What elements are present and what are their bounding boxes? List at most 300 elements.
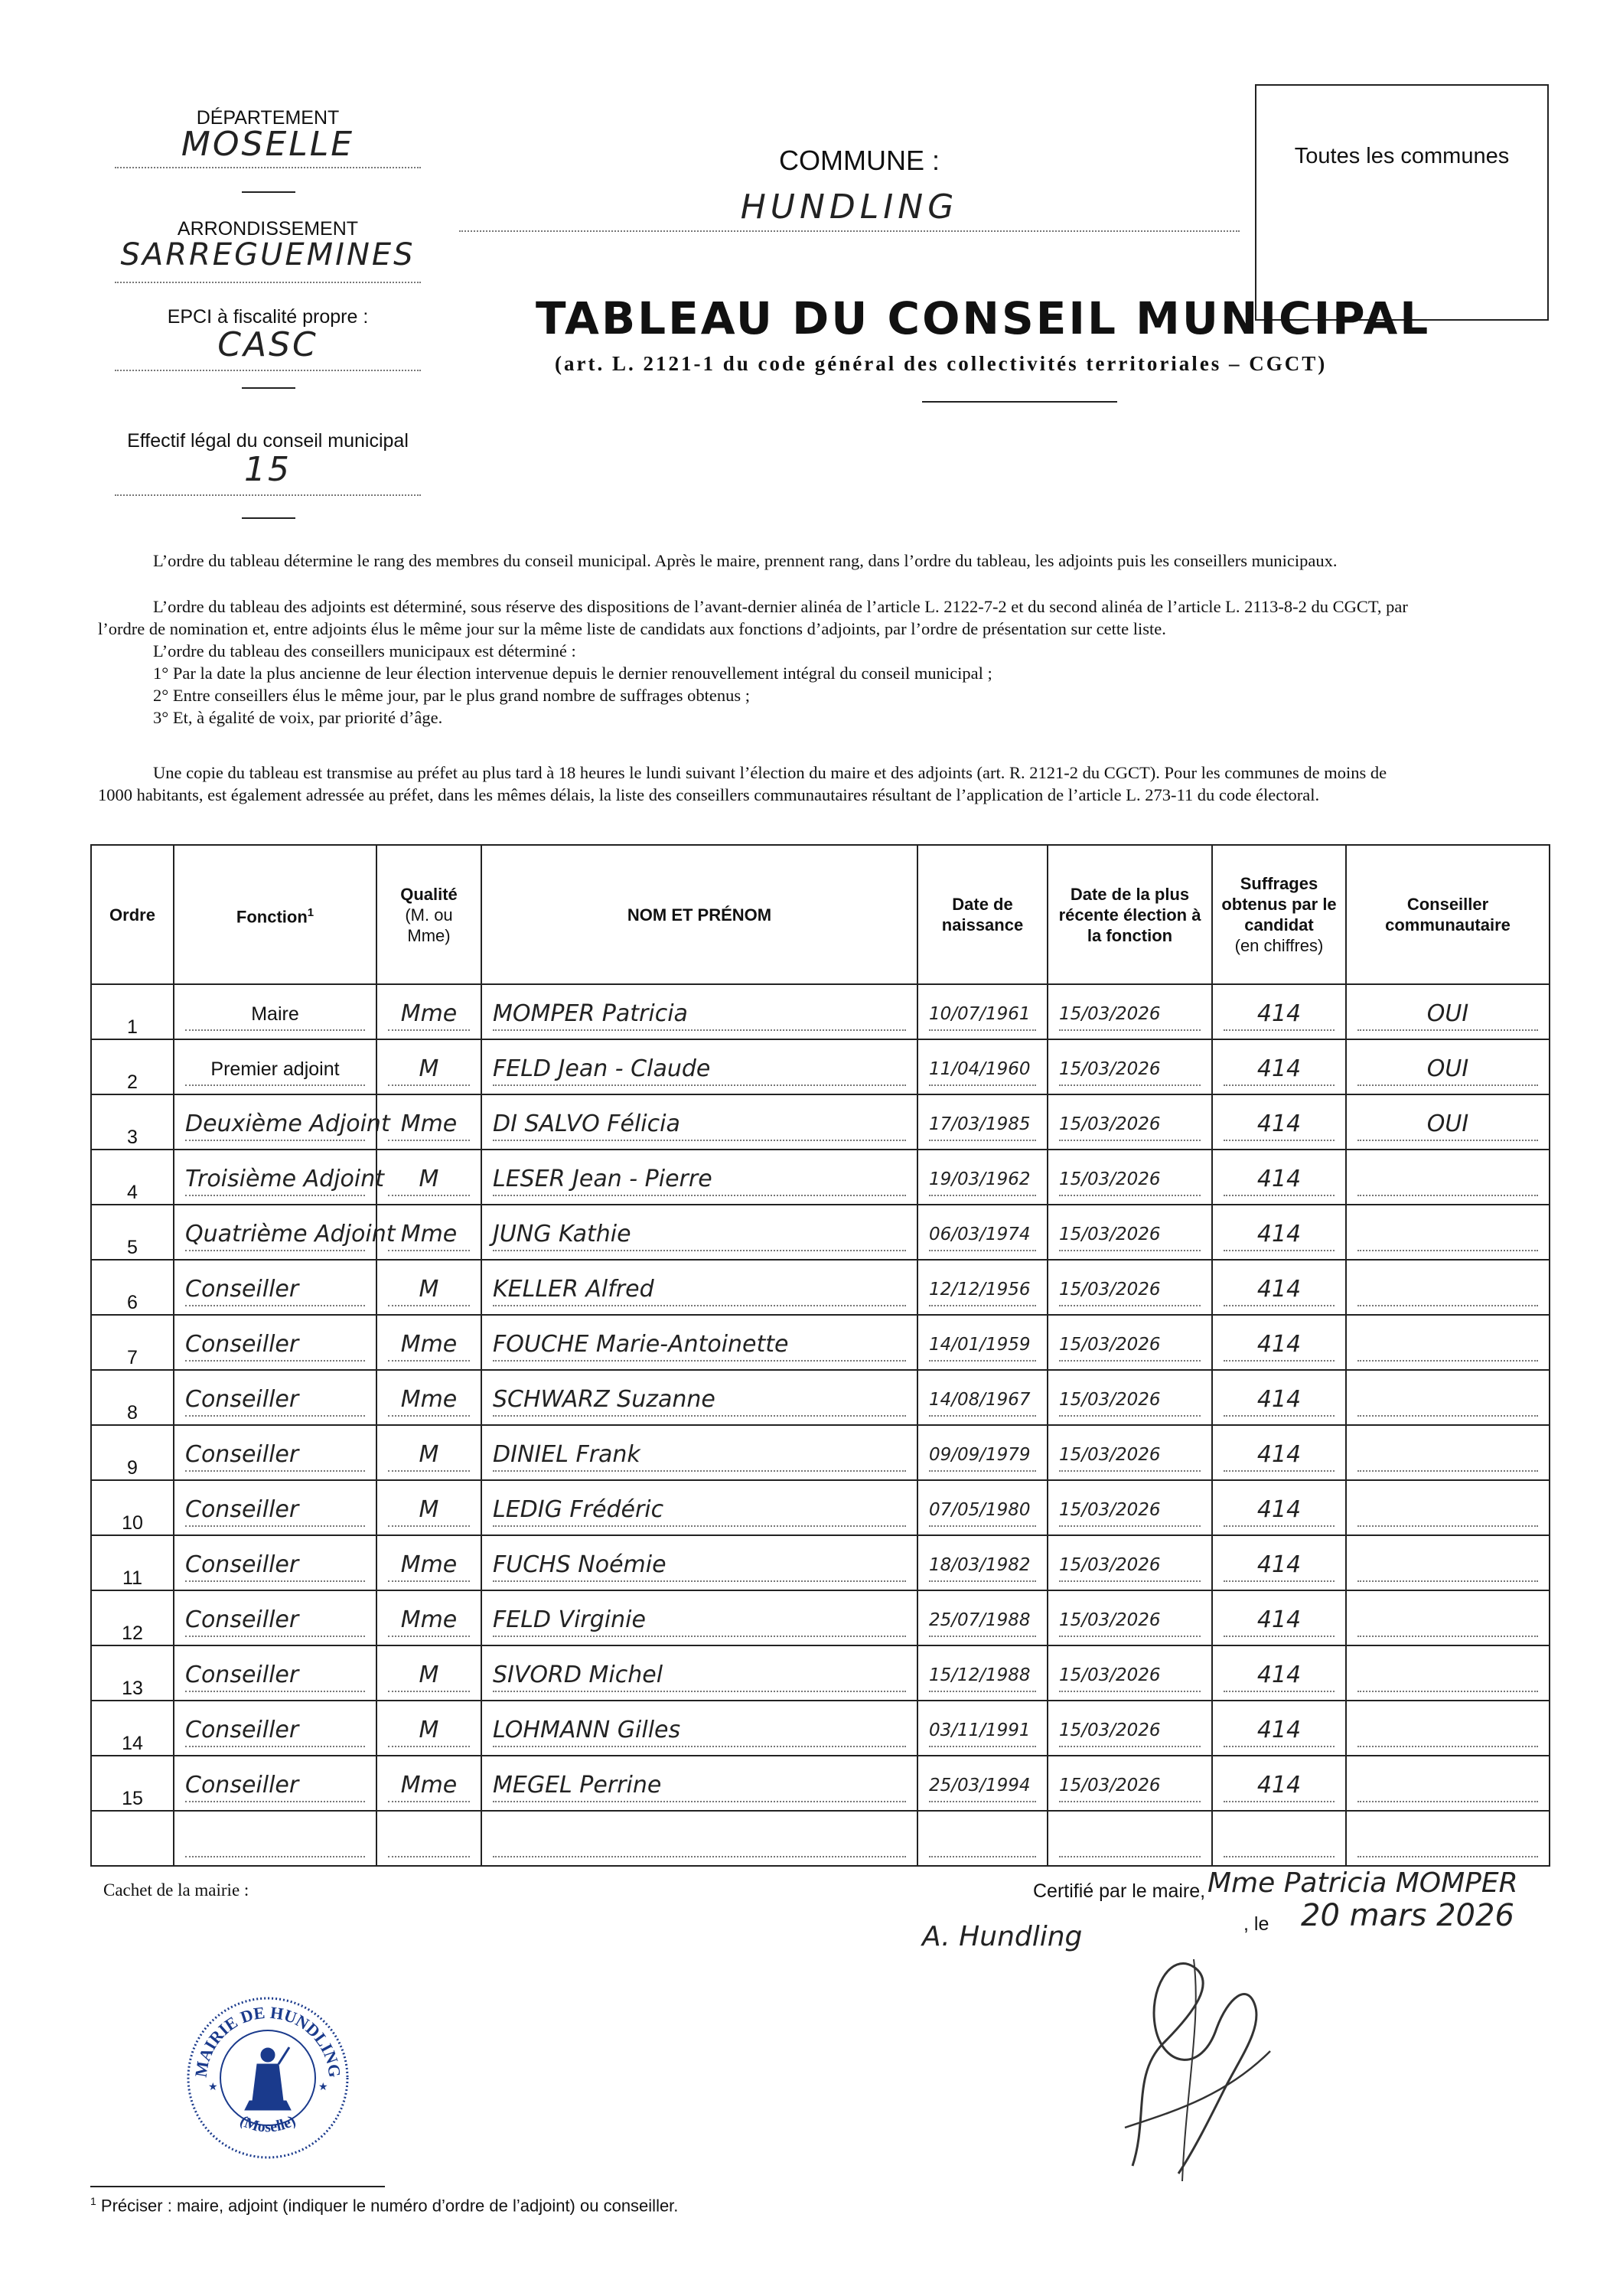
cell-election-value: 15/03/2026	[1059, 1164, 1201, 1196]
cell-suffrages	[1212, 1150, 1346, 1205]
cell-communautaire	[1346, 1701, 1550, 1756]
cell-election-value: 15/03/2026	[1059, 1715, 1201, 1747]
cell-nom-value: MOMPER Patricia	[493, 999, 906, 1031]
cell-fonction	[174, 1315, 376, 1370]
cell-naissance	[917, 1590, 1048, 1645]
cell-communautaire	[1346, 1756, 1550, 1811]
cell-qualite-value: Mme	[388, 1605, 470, 1637]
cell-qualite-value: M	[388, 1164, 470, 1196]
table-row	[91, 1150, 1550, 1205]
footnote-ref: 1	[307, 905, 314, 919]
cell-fonction-value: Conseiller	[185, 1495, 365, 1527]
cell-election	[1048, 1756, 1212, 1811]
cell-communautaire-value	[1357, 1164, 1538, 1196]
cell-naissance	[917, 1701, 1048, 1756]
cell-suffrages-value: 414	[1224, 1605, 1335, 1637]
cell-qualite	[376, 1590, 481, 1645]
cell-election	[1048, 1425, 1212, 1480]
cell-nom	[481, 1701, 917, 1756]
cell-communautaire	[1346, 1039, 1550, 1094]
cell-naissance-value: 03/11/1991	[929, 1715, 1036, 1747]
cell-election-value	[1059, 1825, 1201, 1857]
cell-suffrages	[1212, 984, 1346, 1039]
cell-communautaire	[1346, 1150, 1550, 1205]
cell-election	[1048, 1150, 1212, 1205]
cell-election	[1048, 1094, 1212, 1150]
cell-qualite-value: Mme	[388, 1109, 470, 1141]
cell-communautaire	[1346, 1645, 1550, 1701]
commune-value: HUNDLING	[459, 188, 1240, 232]
cell-nom-value: FUCHS Noémie	[493, 1550, 906, 1582]
cell-ordre	[91, 1811, 174, 1866]
cell-election	[1048, 1315, 1212, 1370]
cell-communautaire	[1346, 1370, 1550, 1425]
cell-suffrages-value: 414	[1224, 1550, 1335, 1582]
cell-nom-value	[493, 1825, 906, 1857]
cell-election-value: 15/03/2026	[1059, 1384, 1201, 1417]
intro-p3-2: 2° Entre conseillers élus le même jour, par le plus grand nombre de suffrages obtenus ;	[153, 686, 750, 705]
cell-fonction-value: Conseiller	[185, 1605, 365, 1637]
col-header-nom: NOM ET PRÉNOM	[481, 845, 917, 984]
departement-value: MOSELLE	[115, 125, 421, 168]
cell-election-value: 15/03/2026	[1059, 1770, 1201, 1802]
date-prefix: , le	[1243, 1913, 1269, 1935]
cell-nom-value: DI SALVO Félicia	[493, 1109, 906, 1141]
cell-communautaire-value	[1357, 1660, 1538, 1692]
cell-ordre: 1	[91, 984, 174, 1039]
cell-qualite-value: Mme	[388, 1219, 470, 1251]
cell-qualite	[376, 1370, 481, 1425]
effectif-label: Effectif légal du conseil municipal	[127, 430, 409, 452]
table-row	[91, 1701, 1550, 1756]
intro-p3: L’ordre du tableau des conseillers municipaux est déterminé :	[153, 641, 576, 660]
cell-naissance-value: 19/03/1962	[929, 1164, 1036, 1196]
cell-naissance	[917, 1315, 1048, 1370]
cell-naissance	[917, 1535, 1048, 1590]
cell-suffrages-value: 414	[1224, 1660, 1335, 1692]
cell-nom-value: MEGEL Perrine	[493, 1770, 906, 1802]
cell-naissance-value: 10/07/1961	[929, 999, 1036, 1031]
cell-nom	[481, 1811, 917, 1866]
cachet-label: Cachet de la mairie :	[103, 1880, 249, 1900]
cell-nom	[481, 1425, 917, 1480]
cell-fonction	[174, 1039, 376, 1094]
cell-nom-value: LOHMANN Gilles	[493, 1715, 906, 1747]
mayor-signature	[1102, 1936, 1278, 2189]
cell-election	[1048, 1370, 1212, 1425]
cell-naissance-value: 11/04/1960	[929, 1054, 1036, 1086]
star-icon: ★	[318, 2080, 328, 2092]
cell-nom-value: KELLER Alfred	[493, 1274, 906, 1306]
cell-election-value: 15/03/2026	[1059, 1605, 1201, 1637]
cell-naissance	[917, 1811, 1048, 1866]
cell-qualite	[376, 1150, 481, 1205]
cell-naissance-value: 14/01/1959	[929, 1329, 1036, 1362]
cell-naissance-value: 15/12/1988	[929, 1660, 1036, 1692]
cell-naissance-value: 14/08/1967	[929, 1384, 1036, 1417]
cell-election	[1048, 1039, 1212, 1094]
table-row	[91, 1590, 1550, 1645]
cell-ordre: 3	[91, 1094, 174, 1150]
table-row	[91, 1756, 1550, 1811]
table-row	[91, 1645, 1550, 1701]
cell-qualite-value: Mme	[388, 1770, 470, 1802]
table-row	[91, 1811, 1550, 1866]
cell-election	[1048, 984, 1212, 1039]
cell-communautaire-value	[1357, 1274, 1538, 1306]
cell-ordre: 11	[91, 1535, 174, 1590]
cell-fonction	[174, 1645, 376, 1701]
cell-naissance	[917, 1370, 1048, 1425]
cell-communautaire-value	[1357, 1605, 1538, 1637]
cell-communautaire-value	[1357, 1219, 1538, 1251]
cell-suffrages-value: 414	[1224, 1715, 1335, 1747]
cell-communautaire-value	[1357, 1550, 1538, 1582]
commune-type-box	[1255, 84, 1549, 321]
footnote-text: Préciser : maire, adjoint (indiquer le numéro d’ordre de l’adjoint) ou conseiller.	[100, 2196, 679, 2216]
cell-naissance	[917, 1260, 1048, 1315]
cell-election	[1048, 1205, 1212, 1260]
cell-qualite	[376, 1260, 481, 1315]
table-row	[91, 1425, 1550, 1480]
cell-communautaire	[1346, 984, 1550, 1039]
cell-suffrages-value: 414	[1224, 1495, 1335, 1527]
cell-suffrages-value: 414	[1224, 1329, 1335, 1362]
cell-qualite	[376, 1315, 481, 1370]
cell-qualite	[376, 1701, 481, 1756]
commune-label: COMMUNE :	[779, 145, 940, 176]
table-row	[91, 1039, 1550, 1094]
cell-qualite-value	[388, 1825, 470, 1857]
cell-suffrages-value: 414	[1224, 1770, 1335, 1802]
date-value: 20 mars 2026	[1301, 1898, 1514, 1933]
cell-communautaire-value	[1357, 1715, 1538, 1747]
cell-naissance-value: 06/03/1974	[929, 1219, 1036, 1251]
table-row	[91, 984, 1550, 1039]
cell-election-value: 15/03/2026	[1059, 999, 1201, 1031]
cell-communautaire-value	[1357, 1825, 1538, 1857]
table-row	[91, 1205, 1550, 1260]
cell-fonction-value: Conseiller	[185, 1274, 365, 1306]
cell-naissance-value: 09/09/1979	[929, 1440, 1036, 1472]
cell-ordre: 10	[91, 1480, 174, 1535]
cell-fonction	[174, 1425, 376, 1480]
cell-naissance-value: 18/03/1982	[929, 1550, 1036, 1582]
cell-suffrages-value	[1224, 1825, 1335, 1857]
cell-nom	[481, 1535, 917, 1590]
arrondissement-label: ARRONDISSEMENT	[177, 218, 359, 240]
cell-communautaire-value: OUI	[1357, 1054, 1538, 1086]
cell-election-value: 15/03/2026	[1059, 1109, 1201, 1141]
intro-p2-line2: l’ordre de nomination et, entre adjoints élus le même jour sur la même liste de candidats aux fonctions d’adjoints, par l’ordre de présentation sur cette liste.	[98, 619, 1166, 638]
cell-qualite	[376, 1480, 481, 1535]
cell-nom-value: FOUCHE Marie-Antoinette	[493, 1329, 906, 1362]
col-header-ordre: Ordre	[91, 845, 174, 984]
cell-nom	[481, 984, 917, 1039]
cell-communautaire	[1346, 1535, 1550, 1590]
cell-communautaire	[1346, 1590, 1550, 1645]
intro-p4-line1: Une copie du tableau est transmise au préfet au plus tard à 18 heures le lundi suivant l’élection du maire et des adjoints (art. R. 2121-2 du CGCT). Pour les communes de moins de	[153, 763, 1387, 782]
separator	[242, 191, 295, 193]
cell-fonction-value: Maire	[185, 999, 365, 1031]
cell-communautaire-value	[1357, 1770, 1538, 1802]
cell-election	[1048, 1645, 1212, 1701]
departement-label: DÉPARTEMENT	[196, 107, 340, 129]
cell-suffrages	[1212, 1535, 1346, 1590]
cell-fonction-value: Conseiller	[185, 1550, 365, 1582]
cell-naissance-value: 25/07/1988	[929, 1605, 1036, 1637]
col-header-fonction: Fonction$^1$	[174, 845, 376, 984]
effectif-value: 15	[115, 450, 421, 496]
col-header-election: Date de la plus récente élection à la fonction	[1048, 845, 1212, 984]
cell-ordre: 2	[91, 1039, 174, 1094]
cell-election-value: 15/03/2026	[1059, 1054, 1201, 1086]
cell-naissance	[917, 1425, 1048, 1480]
intro-p4-line2: 1000 habitants, est également adressée au préfet, dans les mêmes délais, la liste des conseillers communautaires résultant de l’application de l’article L. 273-11 du code électoral.	[98, 785, 1320, 804]
epci-value: CASC	[115, 325, 421, 371]
cell-suffrages	[1212, 1205, 1346, 1260]
cell-qualite	[376, 1756, 481, 1811]
cell-fonction-value: Conseiller	[185, 1770, 365, 1802]
cell-ordre: 8	[91, 1370, 174, 1425]
cell-qualite	[376, 1039, 481, 1094]
arrondissement-value: SARREGUEMINES	[115, 237, 421, 283]
cell-qualite	[376, 1425, 481, 1480]
cell-fonction-value: Conseiller	[185, 1440, 365, 1472]
cell-election-value: 15/03/2026	[1059, 1274, 1201, 1306]
cell-ordre: 14	[91, 1701, 174, 1756]
cell-nom	[481, 1480, 917, 1535]
cell-qualite	[376, 984, 481, 1039]
cell-ordre: 6	[91, 1260, 174, 1315]
cell-communautaire	[1346, 1315, 1550, 1370]
cell-suffrages	[1212, 1645, 1346, 1701]
cell-communautaire-value: OUI	[1357, 1109, 1538, 1141]
mairie-stamp	[184, 1994, 352, 2162]
title-rule	[922, 401, 1117, 403]
cell-communautaire	[1346, 1811, 1550, 1866]
cell-qualite	[376, 1535, 481, 1590]
cell-nom	[481, 1645, 917, 1701]
table-row	[91, 1370, 1550, 1425]
cell-qualite	[376, 1645, 481, 1701]
cell-fonction-value: Conseiller	[185, 1329, 365, 1362]
cell-qualite-value: M	[388, 1054, 470, 1086]
cell-fonction-value: Conseiller	[185, 1384, 365, 1417]
cell-nom-value: FELD Jean - Claude	[493, 1054, 906, 1086]
page-title: TABLEAU DU CONSEIL MUNICIPAL	[536, 292, 1431, 344]
cell-communautaire	[1346, 1094, 1550, 1150]
cell-naissance-value: 07/05/1980	[929, 1495, 1036, 1527]
table-row	[91, 1535, 1550, 1590]
cell-election	[1048, 1811, 1212, 1866]
cell-naissance	[917, 1480, 1048, 1535]
epci-label: EPCI à fiscalité propre :	[167, 306, 369, 328]
separator	[242, 387, 295, 389]
footnote-rule	[90, 2186, 385, 2187]
cell-fonction	[174, 1701, 376, 1756]
cell-nom-value: SCHWARZ Suzanne	[493, 1384, 906, 1417]
table-row	[91, 1094, 1550, 1150]
cell-fonction	[174, 1480, 376, 1535]
star-icon: ★	[208, 2080, 218, 2092]
cell-suffrages	[1212, 1811, 1346, 1866]
cell-suffrages	[1212, 1315, 1346, 1370]
cell-qualite-value: Mme	[388, 1550, 470, 1582]
table-row	[91, 1315, 1550, 1370]
cell-ordre: 15	[91, 1756, 174, 1811]
lieu-signature: A. Hundling	[922, 1921, 1083, 1952]
cell-election-value: 15/03/2026	[1059, 1495, 1201, 1527]
cell-nom	[481, 1370, 917, 1425]
cell-nom	[481, 1315, 917, 1370]
cell-fonction	[174, 1260, 376, 1315]
cell-suffrages	[1212, 1425, 1346, 1480]
cell-suffrages-value: 414	[1224, 1164, 1335, 1196]
cell-nom	[481, 1260, 917, 1315]
cell-qualite-value: Mme	[388, 1329, 470, 1362]
cell-election-value: 15/03/2026	[1059, 1329, 1201, 1362]
cell-communautaire-value: OUI	[1357, 999, 1538, 1031]
cell-naissance	[917, 1039, 1048, 1094]
certifie-label: Certifié par le maire,	[1033, 1880, 1206, 1902]
cell-suffrages	[1212, 1756, 1346, 1811]
conseil-table	[90, 844, 1550, 1867]
cell-suffrages-value: 414	[1224, 1274, 1335, 1306]
cell-qualite-value: M	[388, 1274, 470, 1306]
cell-nom-value: SIVORD Michel	[493, 1660, 906, 1692]
cell-naissance	[917, 1645, 1048, 1701]
cell-naissance	[917, 1205, 1048, 1260]
cell-fonction-value: Premier adjoint	[185, 1054, 365, 1086]
cell-qualite-value: Mme	[388, 999, 470, 1031]
cell-nom	[481, 1205, 917, 1260]
page-subtitle: (art. L. 2121-1 du code général des collectivités territoriales – CGCT)	[555, 352, 1328, 375]
cell-qualite	[376, 1811, 481, 1866]
intro-p2-line1: L’ordre du tableau des adjoints est déterminé, sous réserve des dispositions de l’avant-dernier alinéa de l’article L. 2122-7-2 et du second alinéa de l’article L. 2113-8-2 du CGCT, par	[153, 597, 1408, 616]
cell-ordre: 9	[91, 1425, 174, 1480]
cell-fonction	[174, 1590, 376, 1645]
cell-qualite-value: M	[388, 1660, 470, 1692]
cell-election	[1048, 1260, 1212, 1315]
table-header-row	[91, 845, 1550, 984]
cell-fonction-value: Conseiller	[185, 1715, 365, 1747]
cell-election-value: 15/03/2026	[1059, 1440, 1201, 1472]
cell-election-value: 15/03/2026	[1059, 1660, 1201, 1692]
cell-qualite-value: M	[388, 1715, 470, 1747]
cell-nom-value: LESER Jean - Pierre	[493, 1164, 906, 1196]
footnote	[90, 2195, 678, 2216]
cell-naissance-value: 17/03/1985	[929, 1109, 1036, 1141]
certifie-name: Mme Patricia MOMPER	[1207, 1867, 1518, 1899]
cell-naissance	[917, 1756, 1048, 1811]
col-header-conseiller: Conseiller communautaire	[1346, 845, 1550, 984]
cell-fonction	[174, 1205, 396, 1260]
cell-suffrages	[1212, 1590, 1346, 1645]
cell-communautaire-value	[1357, 1440, 1538, 1472]
cell-suffrages	[1212, 1039, 1346, 1094]
cell-ordre: 7	[91, 1315, 174, 1370]
marianne-emblem-icon	[245, 2047, 291, 2110]
cell-fonction	[174, 1535, 376, 1590]
cell-suffrages	[1212, 1480, 1346, 1535]
cell-nom	[481, 1094, 917, 1150]
cell-ordre: 12	[91, 1590, 174, 1645]
cell-communautaire	[1346, 1260, 1550, 1315]
cell-election	[1048, 1701, 1212, 1756]
footnote-mark: 1	[90, 2195, 96, 2207]
cell-election	[1048, 1535, 1212, 1590]
cell-fonction-value: Conseiller	[185, 1660, 365, 1692]
cell-fonction-value: Deuxième Adjoint	[185, 1109, 365, 1141]
cell-nom	[481, 1590, 917, 1645]
cell-suffrages	[1212, 1260, 1346, 1315]
cell-naissance-value	[929, 1825, 1036, 1857]
cell-suffrages-value: 414	[1224, 1384, 1335, 1417]
cell-fonction	[174, 1094, 390, 1150]
cell-naissance-value: 25/03/1994	[929, 1770, 1036, 1802]
cell-nom-value: FELD Virginie	[493, 1605, 906, 1637]
cell-naissance	[917, 1150, 1048, 1205]
stamp-top-text: MAIRIE DE HUNDLING	[191, 2002, 345, 2079]
cell-fonction	[174, 1756, 376, 1811]
cell-fonction-value: Troisième Adjoint	[185, 1164, 365, 1196]
col-header-suffrages: Suffrages obtenus par le candidat (en chiffres)	[1212, 845, 1346, 984]
cell-election	[1048, 1590, 1212, 1645]
cell-election-value: 15/03/2026	[1059, 1219, 1201, 1251]
intro-p3-3: 3° Et, à égalité de voix, par priorité d’âge.	[153, 708, 443, 727]
cell-nom-value: DINIEL Frank	[493, 1440, 906, 1472]
commune-type-text: Toutes les communes	[1294, 144, 1510, 168]
cell-nom	[481, 1150, 917, 1205]
cell-suffrages-value: 414	[1224, 1109, 1335, 1141]
separator	[242, 517, 295, 519]
cell-suffrages-value: 414	[1224, 1054, 1335, 1086]
col-header-naissance: Date de naissance	[917, 845, 1048, 984]
table-row	[91, 1480, 1550, 1535]
col-header-qualite: Qualité (M. ou Mme)	[376, 845, 481, 984]
cell-fonction	[174, 1370, 376, 1425]
cell-qualite-value: Mme	[388, 1384, 470, 1417]
cell-suffrages	[1212, 1701, 1346, 1756]
cell-suffrages-value: 414	[1224, 1440, 1335, 1472]
cell-suffrages-value: 414	[1224, 1219, 1335, 1251]
cell-nom-value: JUNG Kathie	[493, 1219, 906, 1251]
cell-fonction	[174, 1811, 376, 1866]
cell-communautaire	[1346, 1480, 1550, 1535]
cell-qualite	[376, 1094, 481, 1150]
intro-p1: L’ordre du tableau détermine le rang des membres du conseil municipal. Après le maire, prennent rang, dans l’ordre du tableau, les adjoints puis les conseillers municipaux.	[153, 551, 1338, 570]
cell-suffrages	[1212, 1094, 1346, 1150]
cell-fonction	[174, 984, 376, 1039]
cell-communautaire	[1346, 1425, 1550, 1480]
cell-suffrages-value: 414	[1224, 999, 1335, 1031]
cell-communautaire-value	[1357, 1329, 1538, 1362]
cell-qualite-value: M	[388, 1495, 470, 1527]
cell-communautaire-value	[1357, 1495, 1538, 1527]
cell-election	[1048, 1480, 1212, 1535]
cell-naissance	[917, 1094, 1048, 1150]
cell-naissance	[917, 984, 1048, 1039]
cell-fonction-value	[185, 1825, 365, 1857]
cell-ordre: 13	[91, 1645, 174, 1701]
cell-nom-value: LEDIG Frédéric	[493, 1495, 906, 1527]
cell-ordre: 5	[91, 1205, 174, 1260]
cell-qualite-value: M	[388, 1440, 470, 1472]
stamp-bottom-text: (Moselle)	[236, 2112, 299, 2136]
cell-communautaire	[1346, 1205, 1550, 1260]
cell-communautaire-value	[1357, 1384, 1538, 1417]
